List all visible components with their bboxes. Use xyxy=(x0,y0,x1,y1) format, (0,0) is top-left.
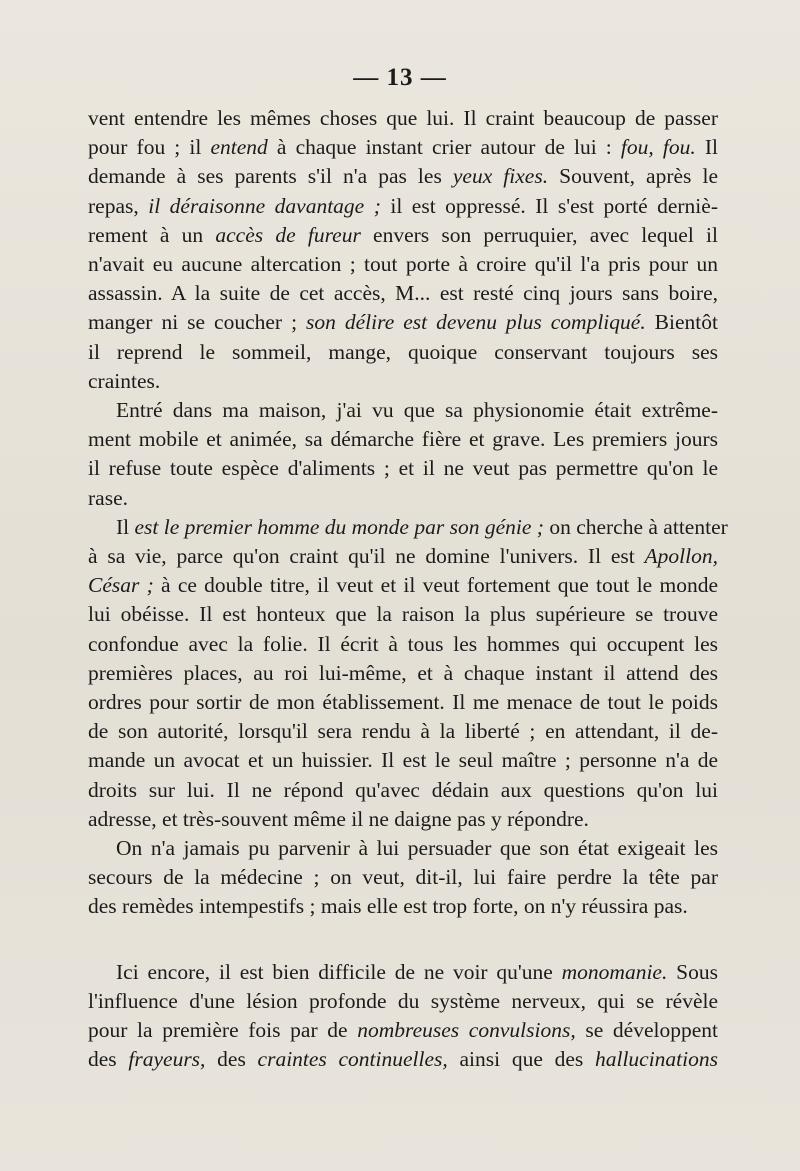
text-line xyxy=(88,892,718,921)
text-line xyxy=(88,513,728,542)
text-line xyxy=(88,717,718,746)
text-span: des xyxy=(205,1047,258,1072)
text-span: vent entendre les mêmes choses que lui. Il craint beaucoup de passer xyxy=(88,106,718,130)
text-line xyxy=(88,958,718,987)
text-span: l'influence d'une lésion profonde du système nerveux, qui se révèle xyxy=(88,988,718,1013)
text-span: confondue avec la folie. Il écrit à tous les hommes qui occupent les xyxy=(88,631,718,656)
text-span: ordres pour sortir de mon établissement. Il me menace de tout le poids xyxy=(88,690,718,715)
text-span: craintes. xyxy=(88,368,161,393)
italic-text: entend xyxy=(210,135,268,160)
text-span: à chaque instant crier autour de lui : xyxy=(267,135,621,160)
text-span: Il xyxy=(116,514,135,539)
text-line xyxy=(88,746,718,775)
text-line xyxy=(88,600,718,629)
text-span: repas, xyxy=(88,193,149,218)
text-span: premières places, au roi lui-même, et à chaque instant il attend des xyxy=(88,660,718,685)
italic-text: fou, fou. xyxy=(620,135,696,160)
text-span: assassin. A la suite de cet accès, M... est resté cinq jours sans boire, xyxy=(88,281,718,306)
text-line xyxy=(88,308,718,337)
text-span: Bientôt xyxy=(645,310,718,335)
text-line xyxy=(88,630,718,659)
text-span: ment mobile et animée, sa démarche fière et grave. Les premiers jours xyxy=(88,427,718,452)
body-text xyxy=(88,104,728,1075)
text-line xyxy=(88,162,718,191)
text-span: à sa vie, parce qu'on craint qu'il ne domine l'univers. Il est xyxy=(88,544,645,569)
text-line xyxy=(88,776,718,805)
text-line xyxy=(88,367,718,396)
text-span: droits sur lui. Il ne répond qu'avec dédain aux questions qu'on lui xyxy=(88,777,718,802)
text-line xyxy=(88,104,718,133)
text-line xyxy=(88,688,718,717)
text-span: il reprend le sommeil, mange, quoique conservant toujours ses xyxy=(88,339,718,364)
text-line xyxy=(88,484,718,513)
text-span: On n'a jamais pu parvenir à lui persuader que son état exigeait les xyxy=(116,836,718,861)
text-line xyxy=(88,396,718,425)
text-span: Souvent, après le xyxy=(548,164,718,189)
text-span: secours de la médecine ; on veut, dit-il, lui faire perdre la tête par xyxy=(88,865,718,890)
text-span: il refuse toute espèce d'aliments ; et il ne veut pas permettre qu'on le xyxy=(88,456,718,481)
italic-text: son délire est devenu plus compliqué. xyxy=(306,310,646,335)
text-span: manger ni se coucher ; xyxy=(88,310,307,335)
text-line xyxy=(88,338,718,367)
text-span: adresse, et très-souvent même il ne daigne pas y répondre. xyxy=(88,806,589,831)
text-span: demande à ses parents s'il n'a pas les xyxy=(88,164,453,189)
text-span: on cherche à attenter xyxy=(543,514,728,539)
text-line xyxy=(88,425,718,454)
text-span: pour la première fois par de xyxy=(88,1018,358,1043)
text-span: rase. xyxy=(88,485,128,510)
text-span: Entré dans ma maison, j'ai vu que sa physionomie était extrême- xyxy=(116,398,718,423)
text-line xyxy=(88,863,718,892)
text-line xyxy=(88,250,718,279)
text-span: ainsi que des xyxy=(447,1047,595,1072)
text-span: à ce double titre, il veut et il veut fortement que tout le monde xyxy=(153,573,718,598)
text-span: Sous xyxy=(667,959,719,984)
text-span: Ici encore, il est bien difficile de ne voir qu'une xyxy=(116,959,562,984)
text-span: lui obéisse. Il est honteux que la raison la plus supérieure se trouve xyxy=(88,602,718,627)
italic-text: hallucinations xyxy=(594,1047,718,1072)
italic-text: frayeurs, xyxy=(128,1047,206,1072)
italic-text: craintes continuelles, xyxy=(257,1047,448,1072)
text-span: pour fou ; il xyxy=(88,135,211,160)
text-line xyxy=(88,133,718,162)
page-number: — 13 — xyxy=(353,64,447,91)
text-line xyxy=(88,454,718,483)
italic-text: Apollon, xyxy=(644,544,718,569)
text-line xyxy=(88,221,718,250)
text-line xyxy=(88,279,718,308)
text-span: Il xyxy=(695,135,718,160)
text-span: envers son perruquier, avec lequel il xyxy=(360,222,718,247)
italic-text: yeux fixes. xyxy=(452,164,549,189)
text-line xyxy=(88,659,718,688)
italic-text: est le premier homme du monde par son génie ; xyxy=(134,514,544,539)
text-span: mande un avocat et un huissier. Il est le seul maître ; personne n'a de xyxy=(88,748,718,773)
text-span: n'avait eu aucune altercation ; tout porte à croire qu'il l'a pris pour un xyxy=(88,252,718,277)
italic-text: monomanie. xyxy=(561,959,668,984)
text-span: des remèdes intempestifs ; mais elle est trop forte, on n'y réussira pas. xyxy=(88,894,688,919)
text-line xyxy=(88,542,718,571)
text-line xyxy=(88,192,718,221)
text-line xyxy=(88,805,718,834)
text-line xyxy=(88,834,718,863)
text-line xyxy=(88,1016,718,1045)
text-span: rement à un xyxy=(88,222,216,247)
text-line xyxy=(88,571,718,600)
text-span: des xyxy=(88,1047,129,1072)
text-line xyxy=(88,987,718,1016)
italic-text: César ; xyxy=(88,573,154,598)
italic-text: accès de fureur xyxy=(215,222,361,247)
text-span: il est oppressé. Il s'est porté derniè- xyxy=(380,193,718,218)
text-span: se développent xyxy=(575,1018,718,1043)
text-line xyxy=(88,1045,718,1074)
text-span: de son autorité, lorsqu'il sera rendu à la liberté ; en attendant, il de- xyxy=(88,719,718,744)
italic-text: il déraisonne davantage ; xyxy=(148,193,381,218)
italic-text: nombreuses convulsions, xyxy=(357,1018,576,1043)
